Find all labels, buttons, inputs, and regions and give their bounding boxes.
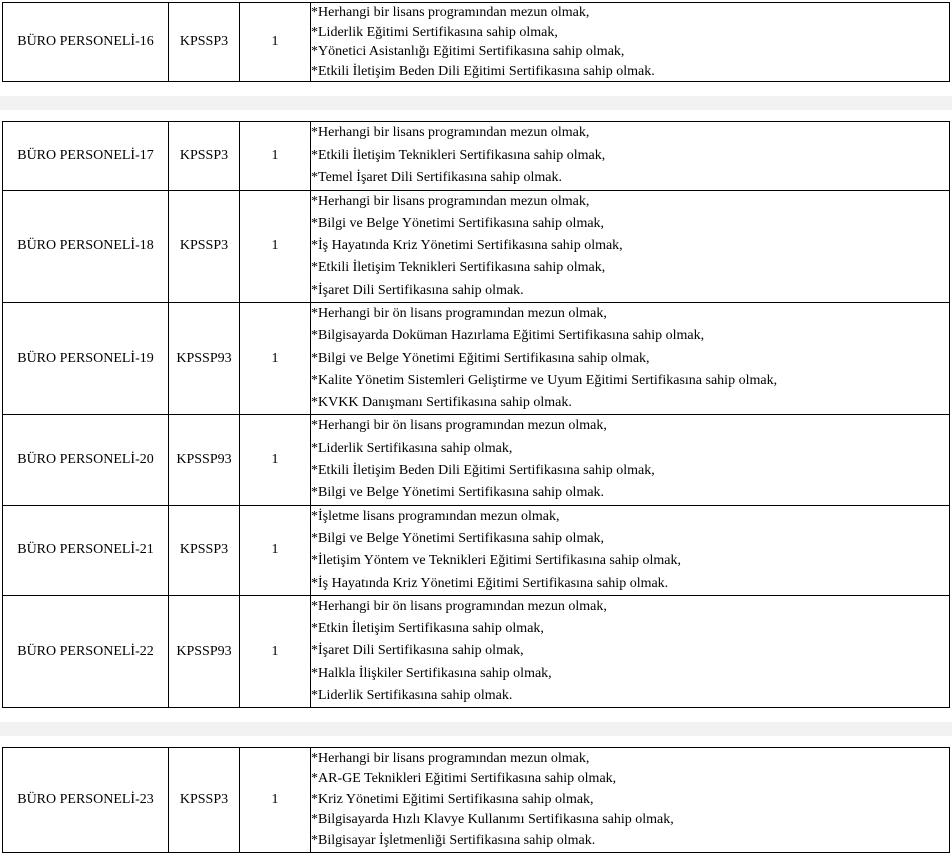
requirements-cell — [311, 190, 950, 302]
requirement-line: *Bilgi ve Belge Yönetimi Sertifikasına sahip olmak, — [311, 530, 605, 546]
kpss-cell: KPSSP93 — [169, 595, 240, 707]
requirement-line: *Bilgisayarda Hızlı Klavye Kullanımı Sertifikasına sahip olmak, — [311, 812, 674, 828]
requirement-line: *Bilgi ve Belge Yönetimi Sertifikasına sahip olmak, — [311, 215, 605, 231]
requirement-line: *Herhangi bir lisans programından mezun olmak, — [311, 193, 590, 209]
count-cell: 1 — [240, 302, 311, 414]
requirement-line: *Kalite Yönetim Sistemleri Geliştirme ve Uyum Eğitimi Sertifikasına sahip olmak, — [311, 372, 778, 388]
requirement-line: *AR-GE Teknikleri Eğitimi Sertifikasına sahip olmak, — [311, 771, 617, 787]
kpss-cell: KPSSP93 — [169, 415, 240, 505]
position-cell: BÜRO PERSONELİ-17 — [3, 122, 169, 191]
requirement-line: *Halkla İlişkiler Sertifikasına sahip olmak, — [311, 665, 552, 681]
table-row — [3, 3, 950, 82]
position-cell: BÜRO PERSONELİ-19 — [3, 302, 169, 414]
position-cell: BÜRO PERSONELİ-18 — [3, 190, 169, 302]
requirement-line: *İşaret Dili Sertifikasına sahip olmak, — [311, 643, 524, 659]
section-gap — [0, 722, 952, 736]
count-cell: 1 — [240, 748, 311, 853]
table-row — [3, 595, 950, 707]
count-cell: 1 — [240, 415, 311, 505]
requirement-line: *KVKK Danışmanı Sertifikasına sahip olmak. — [311, 395, 572, 411]
requirement-line: *İşaret Dili Sertifikasına sahip olmak. — [311, 282, 524, 298]
requirement-line: *Bilgisayar İşletmenliği Sertifikasına sahip olmak. — [311, 832, 596, 848]
table-row — [3, 302, 950, 414]
positions-table-block-2 — [2, 121, 950, 708]
requirement-line: *Herhangi bir ön lisans programından mezun olmak, — [311, 598, 607, 614]
requirement-line: *Etkin İletişim Sertifikasına sahip olmak, — [311, 621, 544, 637]
requirements-cell — [311, 122, 950, 191]
requirement-line: *Herhangi bir ön lisans programından mezun olmak, — [311, 418, 607, 434]
position-cell: BÜRO PERSONELİ-23 — [3, 748, 169, 853]
requirements-cell — [311, 595, 950, 707]
kpss-cell: KPSSP3 — [169, 3, 240, 82]
count-cell: 1 — [240, 505, 311, 595]
requirement-line: *Etkili İletişim Beden Dili Eğitimi Sertifikasına sahip olmak. — [311, 63, 655, 79]
requirement-line: *İşletme lisans programından mezun olmak, — [311, 508, 560, 524]
count-cell: 1 — [240, 3, 311, 82]
table-row — [3, 122, 950, 191]
position-cell: BÜRO PERSONELİ-16 — [3, 3, 169, 82]
requirements-cell — [311, 3, 950, 82]
requirement-line: *Temel İşaret Dili Sertifikasına sahip olmak. — [311, 170, 562, 185]
requirements-cell — [311, 302, 950, 414]
kpss-cell: KPSSP3 — [169, 505, 240, 595]
requirement-line: *Liderlik Sertifikasına sahip olmak, — [311, 440, 513, 456]
kpss-cell: KPSSP3 — [169, 122, 240, 191]
requirement-line: *Herhangi bir lisans programından mezun olmak, — [311, 5, 590, 20]
count-cell: 1 — [240, 190, 311, 302]
table-row — [3, 190, 950, 302]
requirement-line: *Herhangi bir ön lisans programından mezun olmak, — [311, 305, 607, 321]
requirement-line: *Yönetici Asistanlığı Eğitimi Sertifikasına sahip olmak, — [311, 44, 625, 59]
requirements-cell — [311, 505, 950, 595]
position-cell: BÜRO PERSONELİ-20 — [3, 415, 169, 505]
requirement-line: *Herhangi bir lisans programından mezun olmak, — [311, 750, 590, 766]
requirement-line: *İş Hayatında Kriz Yönetimi Eğitimi Sertifikasına sahip olmak. — [311, 575, 669, 591]
table-row — [3, 505, 950, 595]
kpss-cell: KPSSP3 — [169, 748, 240, 853]
requirement-line: *Liderlik Sertifikasına sahip olmak. — [311, 688, 513, 704]
position-cell: BÜRO PERSONELİ-22 — [3, 595, 169, 707]
count-cell: 1 — [240, 122, 311, 191]
requirement-line: *Herhangi bir lisans programından mezun olmak, — [311, 125, 590, 140]
requirement-line: *İletişim Yöntem ve Teknikleri Eğitimi Sertifikasına sahip olmak, — [311, 553, 681, 569]
kpss-cell: KPSSP93 — [169, 302, 240, 414]
requirements-cell — [311, 748, 950, 853]
requirement-line: *Bilgi ve Belge Yönetimi Sertifikasına sahip olmak. — [311, 485, 605, 501]
requirement-line: *Bilgi ve Belge Yönetimi Eğitimi Sertifikasına sahip olmak, — [311, 350, 650, 366]
kpss-cell: KPSSP3 — [169, 190, 240, 302]
table-row — [3, 748, 950, 853]
section-gap — [0, 96, 952, 110]
positions-table-block-3 — [2, 747, 950, 853]
positions-table-block-1 — [2, 2, 950, 82]
requirement-line: *Etkili İletişim Teknikleri Sertifikasına sahip olmak, — [311, 147, 606, 163]
requirement-line: *Etkili İletişim Teknikleri Sertifikasına sahip olmak, — [311, 260, 606, 276]
requirement-line: *Etkili İletişim Beden Dili Eğitimi Sertifikasına sahip olmak, — [311, 463, 655, 479]
requirement-line: *Liderlik Eğitimi Sertifikasına sahip olmak, — [311, 24, 558, 40]
requirement-line: *İş Hayatında Kriz Yönetimi Sertifikasına sahip olmak, — [311, 238, 623, 254]
position-cell: BÜRO PERSONELİ-21 — [3, 505, 169, 595]
table-row — [3, 415, 950, 505]
count-cell: 1 — [240, 595, 311, 707]
requirement-line: *Bilgisayarda Doküman Hazırlama Eğitimi Sertifikasına sahip olmak, — [311, 328, 705, 344]
requirement-line: *Kriz Yönetimi Eğitimi Sertifikasına sahip olmak, — [311, 791, 594, 807]
requirements-cell — [311, 415, 950, 505]
